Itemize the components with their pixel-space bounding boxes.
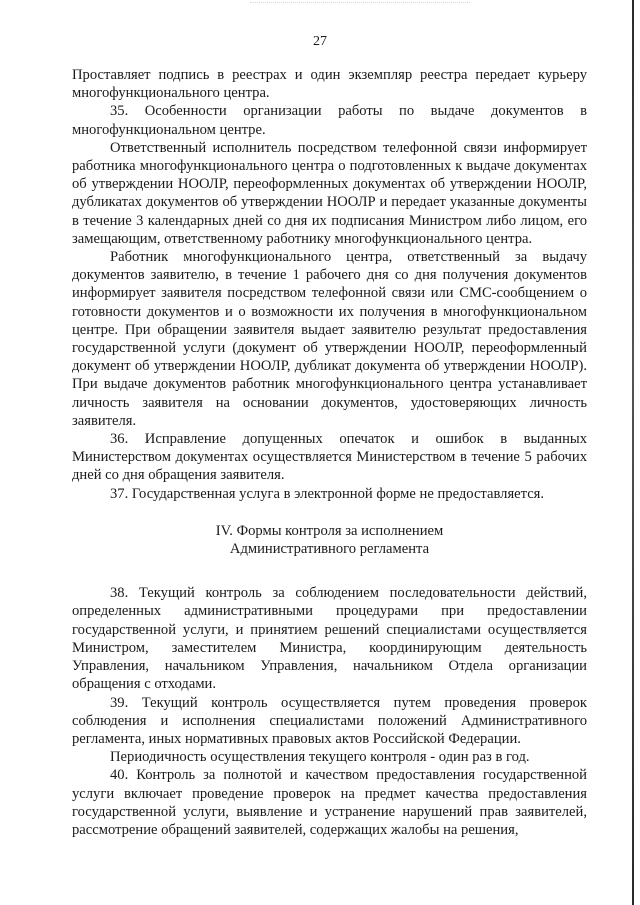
page-edge-shadow [632,0,634,905]
page-number: 27 [313,34,327,49]
section-heading-line-1: IV. Формы контроля за исполнением [215,522,444,539]
paragraph: Проставляет подпись в реестрах и один экземпляр реестра передает курьеру многофункционального центра. [72,67,587,102]
scan-artifact [250,2,470,13]
paragraph: 35. Особенности организации работы по выдаче документов в многофункциональном центре. [72,103,587,138]
paragraph: 40. Контроль за полнотой и качеством предоставления государственной услуги включает проведение проверок на предмет качества предоставления государственной услуги, выявление и устранение нарушений прав заявителей, рассмотрение обращений заявителей, содержащих жалобы на решения, [72,767,587,838]
body-text [72,66,587,839]
paragraph: 39. Текущий контроль осуществляется путем проведения проверок соблюдения и исполнения специалистами положений Административного регламента, иных нормативных правовых актов Российской Федерации. [72,694,587,747]
paragraph: Периодичность осуществления текущего контроля - один раз в год. [110,749,530,766]
paragraph: 38. Текущий контроль за соблюдением последовательности действий, определенных административными процедурами при предоставлении государственной услуги, и принятием решений специалистами осуществляется Министром, заместителем Министра, координирующим деятельность Управления, начальником Управления, начальником Отдела организации обращения с отходами. [72,585,587,693]
paragraph: 36. Исправление допущенных опечаток и ошибок в выданных Министерством документах осуществляется Министерством в течение 5 рабочих дней со дня обращения заявителя. [72,431,587,484]
paragraph: 37. Государственная услуга в электронной форме не предоставляется. [110,485,545,502]
paragraph: Работник многофункционального центра, ответственный за выдачу документов заявителю, в течение 1 рабочего дня со дня получения документов информирует заявителя посредством телефонной связи или СМС-сообщением о готовности документов и о возможности их получения в многофункциональном центре. При обращении заявителя выдает заявителю результат предоставления государственной услуги (документ об утверждении НООЛР, переоформленный документ об утверждении НООЛР, дубликат документа об утверждении НООЛР). При выдаче документов работник многофункционального центра устанавливает личность заявителя на основании документов, удостоверяющих личность заявителя. [72,249,587,429]
section-heading-line-2: Административного регламента [229,541,430,558]
paragraph: Ответственный исполнитель посредством телефонной связи информирует работника многофункционального центра о подготовленных к выдаче документах об утверждении НООЛР, переоформленных документах об утверждении НООЛР, дубликатах документов об утверждении НООЛР и передает указанные документы в течение 3 календарных дней со дня их подписания Министром либо лицом, его замещающим, ответственному работнику многофункционального центра. [72,139,587,247]
section-heading [72,522,587,558]
